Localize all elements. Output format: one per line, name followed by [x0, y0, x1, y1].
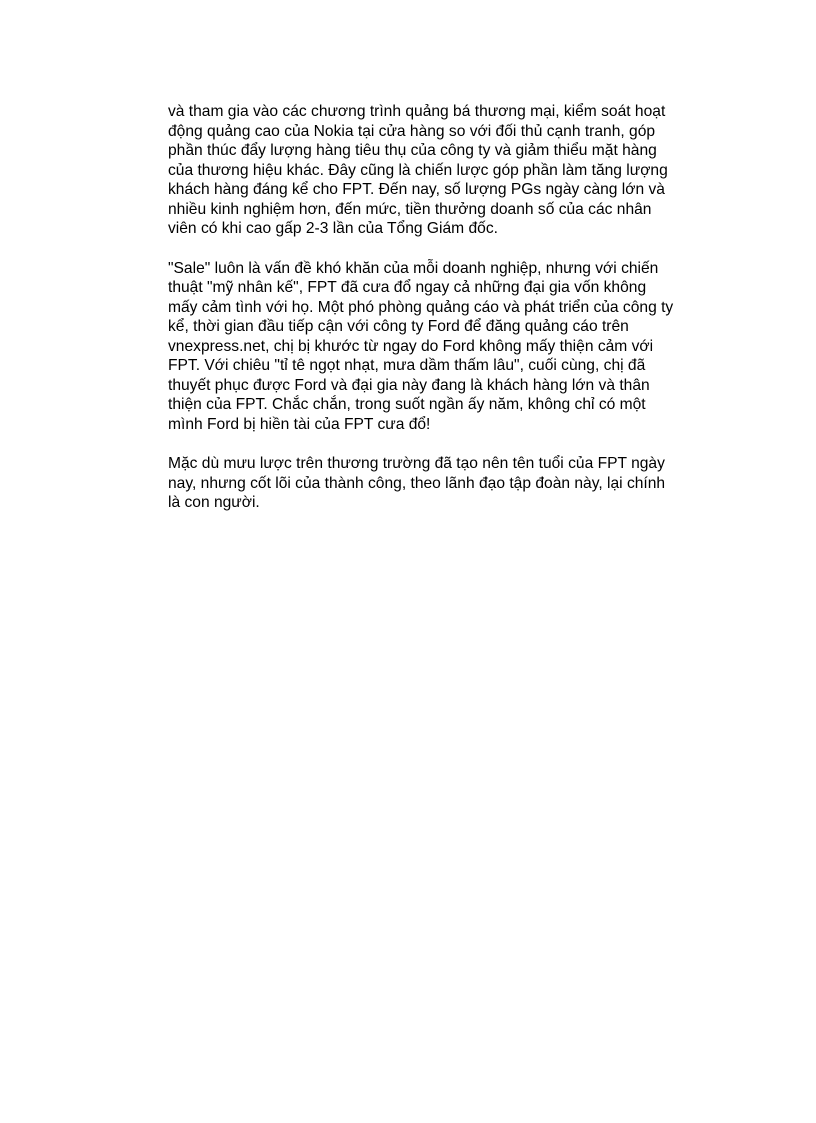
text-line: mình Ford bị hiền tài của FPT cưa đổ!	[168, 415, 431, 433]
text-line: viên có khi cao gấp 2-3 lần của Tổng Giám đốc.	[168, 220, 498, 237]
paragraph-2	[168, 259, 698, 435]
text-line: thuật "mỹ nhân kế", FPT đã cưa đổ ngay cả những đại gia vốn không	[168, 279, 647, 296]
text-line: "Sale" luôn là vấn đề khó khăn của mỗi doanh nghiệp, nhưng với chiến	[168, 259, 659, 277]
paragraph-3	[168, 454, 698, 513]
text-line: Mặc dù mưu lược trên thương trường đã tạo nên tên tuổi của FPT ngày	[168, 455, 665, 472]
text-line: mấy cảm tình với họ. Một phó phòng quảng cáo và phát triển của công ty	[168, 298, 674, 316]
text-line: và tham gia vào các chương trình quảng bá thương mại, kiểm soát hoạt	[168, 103, 666, 120]
text-line: FPT. Với chiêu "tỉ tê ngọt nhạt, mưa dầm thấm lâu", cuối cùng, chị đã	[168, 357, 646, 374]
text-line: nay, nhưng cốt lõi của thành công, theo lãnh đạo tập đoàn này, lại chính	[168, 474, 666, 492]
text-line: động quảng cao của Nokia tại cửa hàng so với đối thủ cạnh tranh, góp	[168, 122, 656, 140]
text-line: khách hàng đáng kể cho FPT. Đến nay, số lượng PGs ngày càng lớn và	[168, 181, 665, 198]
text-line: thiện của FPT. Chắc chắn, trong suốt ngần ấy năm, không chỉ có một	[168, 396, 646, 413]
paragraph-1	[168, 102, 698, 239]
text-line: nhiều kinh nghiệm hơn, đến mức, tiền thưởng doanh số của các nhân	[168, 200, 652, 218]
text-line: phần thúc đẩy lượng hàng tiêu thụ của công ty và giảm thiểu mặt hàng	[168, 142, 657, 159]
text-line: là con người.	[168, 494, 260, 511]
text-line: thuyết phục được Ford và đại gia này đang là khách hàng lớn và thân	[168, 376, 650, 394]
text-line: kể, thời gian đầu tiếp cận với công ty Ford để đăng quảng cáo trên	[168, 318, 629, 335]
document-body	[168, 102, 698, 533]
text-line: vnexpress.net, chị bị khước từ ngay do Ford không mấy thiện cảm với	[168, 337, 654, 355]
text-line: của thương hiệu khác. Đây cũng là chiến lược góp phần làm tăng lượng	[168, 161, 668, 179]
